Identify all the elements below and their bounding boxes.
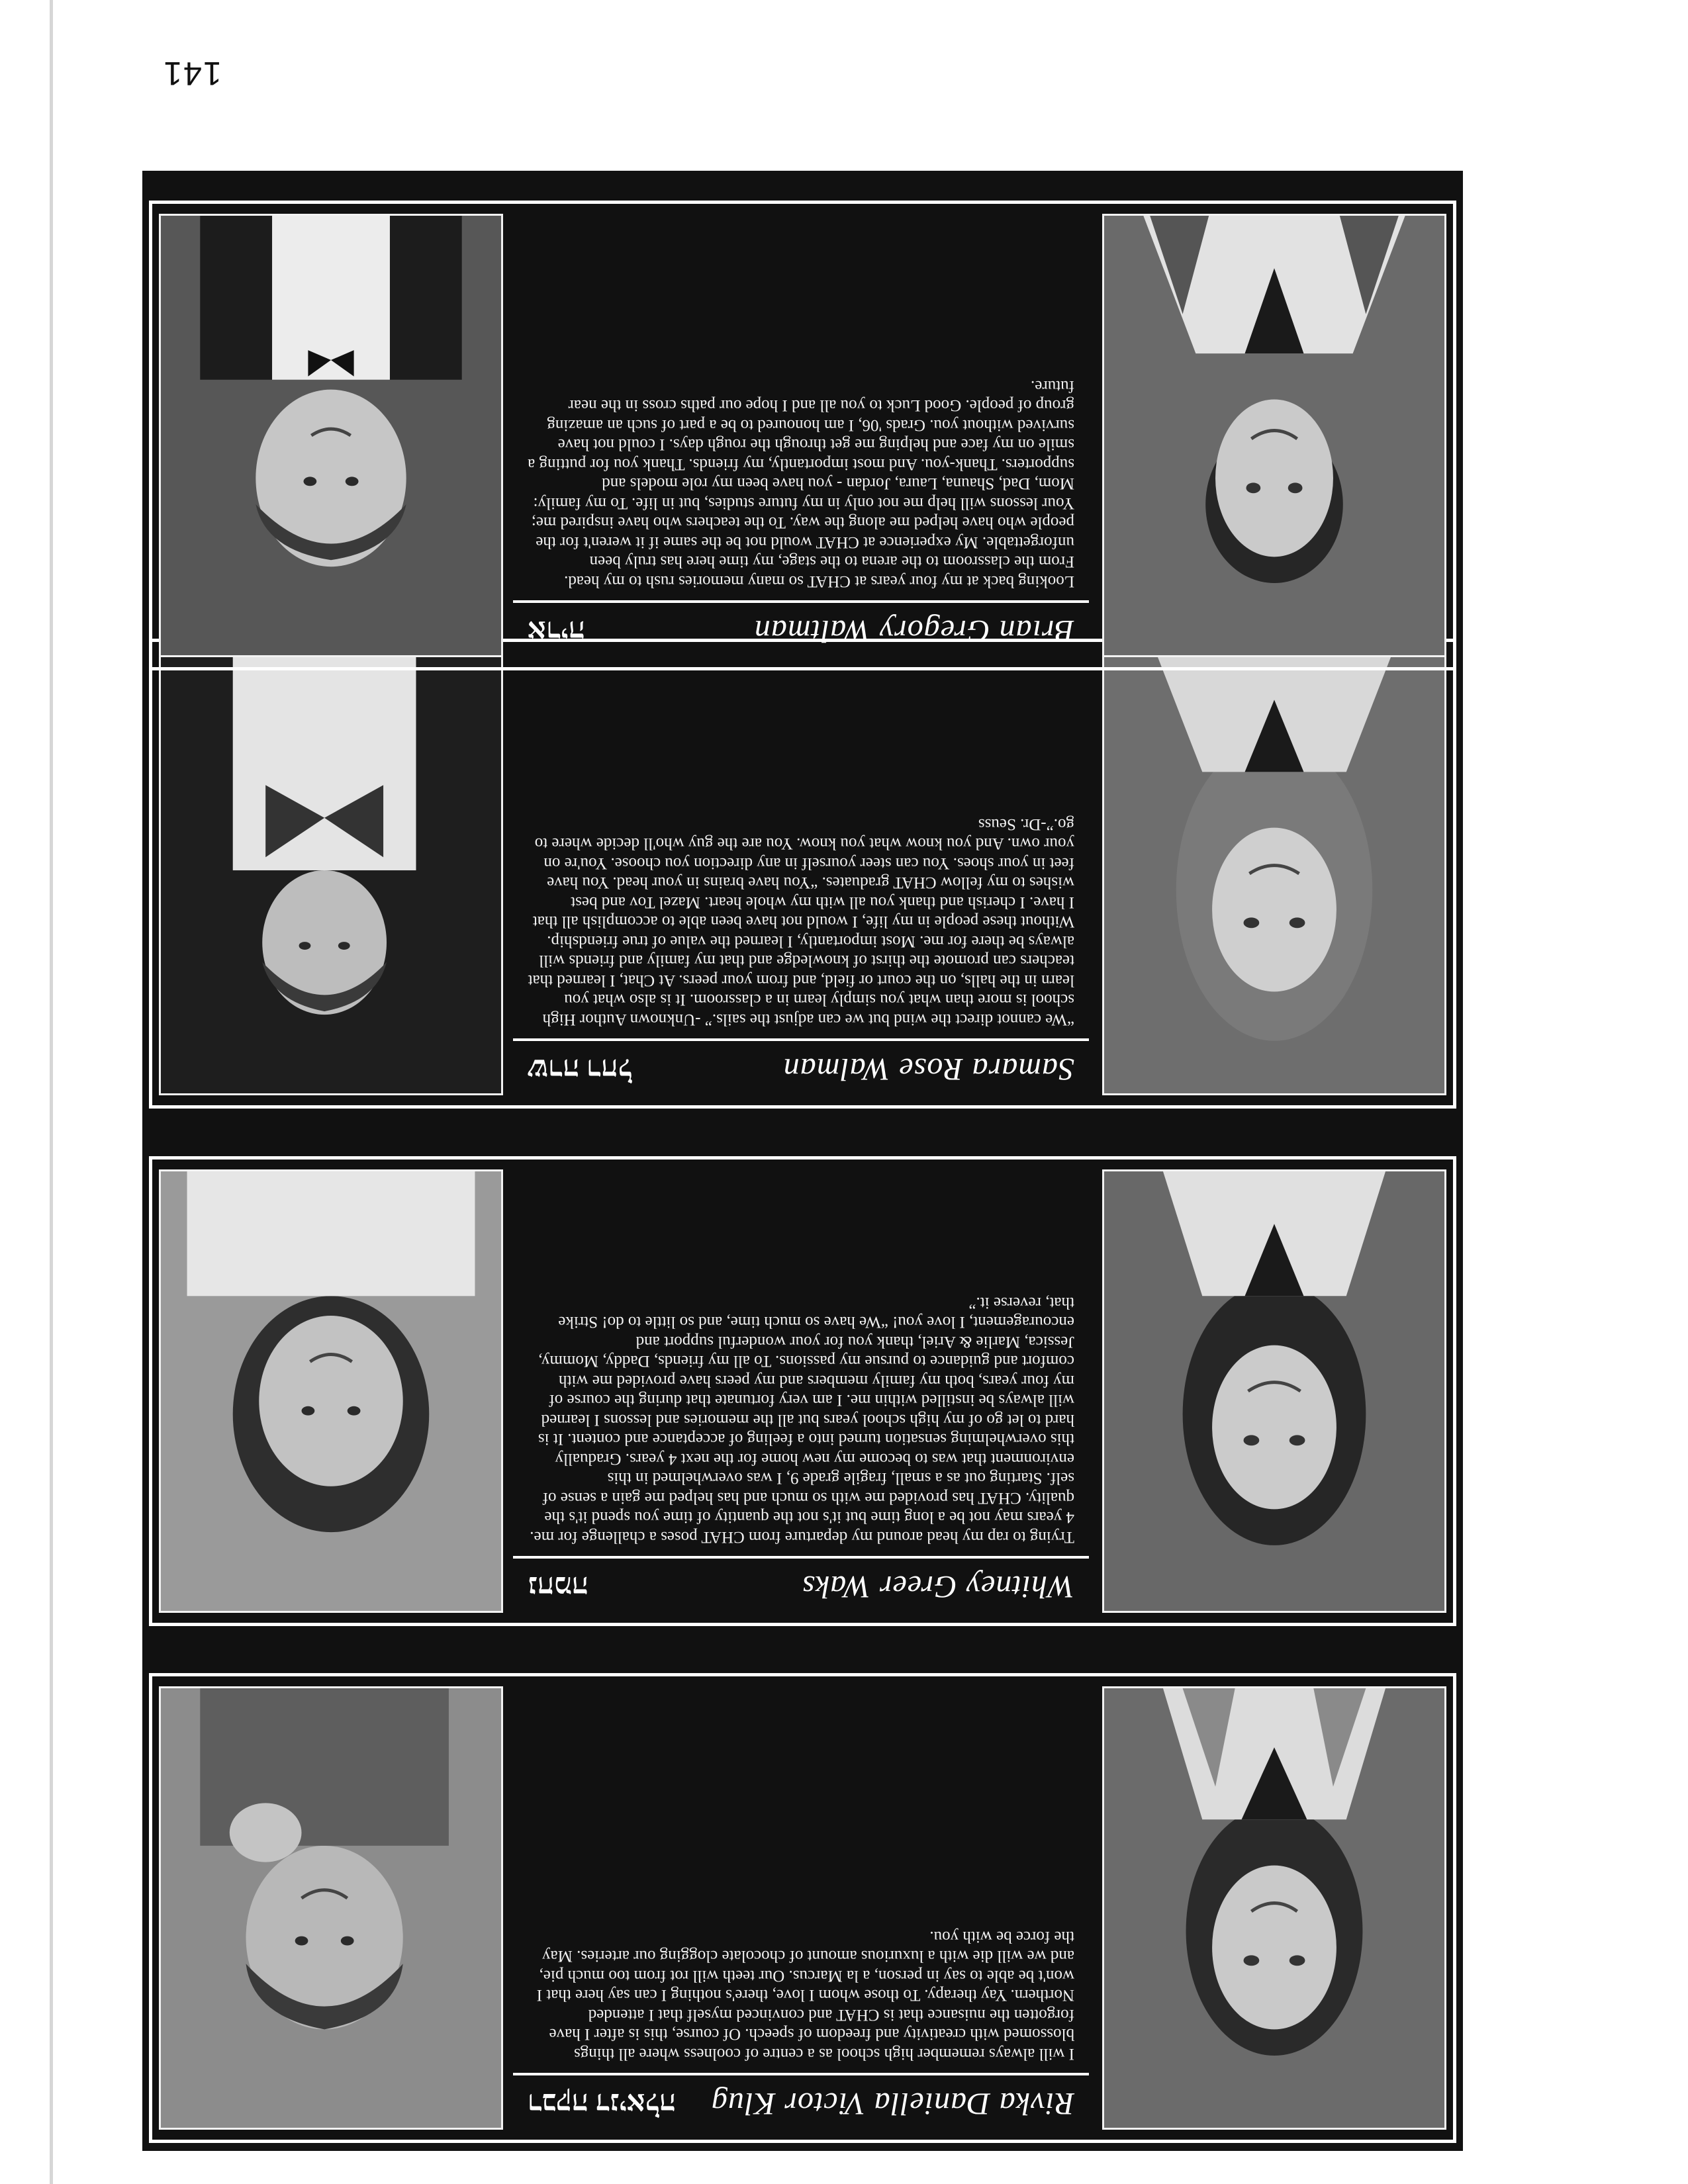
entry-text [513,1169,1089,1613]
childhood-photo [159,1686,503,2130]
grad-message [528,1293,1074,1547]
student-entry [149,1156,1456,1626]
message-text: “We cannot direct the wind but we can adjust the sails.” -Unknown Author High school is more than what you simply learn in a classroom. It is also what you learn in the halls, on the court or field, and from your peers. At Chat, I learned that teachers can promote the thirst of knowledge and that my family and friends will always be there for me. Most importantly, I learned the value of true friendship. Without these people in my life, I would not have been able to accomplish all that I have. I cherish and thank you all with my whole heart. Mazel Tov and best wishes to my fellow CHAT graduates. “You have brains in your head. You have feet in your shoes. You can steer yourself in any direction you choose. You're on your own. And you know what you know. You are the guy who'll decide where to go.”-Dr. Seuss [528,815,1074,1028]
student-name: Samara Rose Walman [782,1052,1074,1087]
message-text: Trying to rap my head around my departure from CHAT poses a challenge for me. 4 years may not be a long time but it's not the quantity of time you spend it's the quality. CHAT has provided me with so much and has helped me gain a sense of self. Starting out as a small, fragile grade 9, I was overwhelmed in this environment that was to become my new home for the next 4 years. Gradually this overwhelming sensation turned into a feeling of acceptance and content. It is hard to let go of my high school years but all the memories and lessons I learned will always be instilled within me. I am very fortunate that during the course of my four years, both my family members and my peers have provided me with comfort and guidance to pursue my passions. To all my friends, Daddy, Mommy, Jessica, Marlie & Ariel, thank you for your wonderful support and encouragement, I love you! “We have so much time, and so little to do! Strike that, reverse it.” [530,1294,1074,1546]
name-bar [513,2073,1089,2130]
grad-message [528,377,1074,592]
childhood-photo [159,652,503,1095]
entry-text [513,1686,1089,2130]
message-text: I will always remember high school as a centre of coolness where all things blossomed with creativity and freedom of speech. Of course, this is after I have forgotten the nuisance that is CHAT and convinced myself that I attended Northern. Yay therapy. To those whom I love, there's nothing I can say here that I won't be able to say in person, a la Marcus. Our teeth will rot from too much pie, and we will die with a luxurious amount of chocolate clogging our arteries. May the force be with you. [536,1928,1074,2063]
childhood-photo [159,1169,503,1613]
senior-portrait [1102,652,1446,1095]
hebrew-name: נחמה [528,1570,588,1603]
message-text: Looking back at my four years at CHAT so many memories rush to my head. From the classroom to the arena to the stage, my time here has truly been unforgettable. My experience at CHAT would not be the same if it weren't for the people who have helped me along the way. To the teachers who have inspired me; Your lessons will help me not only in my future studies, but in life. To my family: Mom, Dad, Shauna, Laura, Jordan - you have been my role models and supporters. Thank-you. And most importantly, my friends. Thank you for putting a smile on my face and helping me get through the rough days. I could not have survived without you. Grads '06, I am honoured to be a part of such an amazing group of people. Good Luck to you all and I hope our paths cross in the near future. [528,377,1074,590]
hebrew-name: אריה [528,615,585,647]
entry-text [513,214,1089,657]
student-name: Whitney Greer Waks [802,1569,1074,1604]
senior-portrait [1102,1686,1446,2130]
hebrew-name: שרה רחל [528,1053,632,1085]
student-name: Rivka Daniella Victor Klug [710,2086,1074,2121]
name-bar [513,600,1089,657]
senior-portrait [1102,214,1446,657]
student-entry [149,1673,1456,2143]
page-number: 141 [162,55,222,92]
student-name: Brian Gregory Waltman [753,614,1074,649]
senior-portrait [1102,1169,1446,1613]
grad-message [528,815,1074,1030]
hebrew-name: רבקה דניאלה [528,2087,676,2120]
name-bar [513,1556,1089,1613]
entry-text [513,652,1089,1095]
childhood-photo [159,214,503,657]
name-bar [513,1038,1089,1095]
grad-message [528,1927,1074,2064]
student-entry [149,201,1456,670]
scan-edge [50,0,53,2184]
student-entry [149,639,1456,1109]
